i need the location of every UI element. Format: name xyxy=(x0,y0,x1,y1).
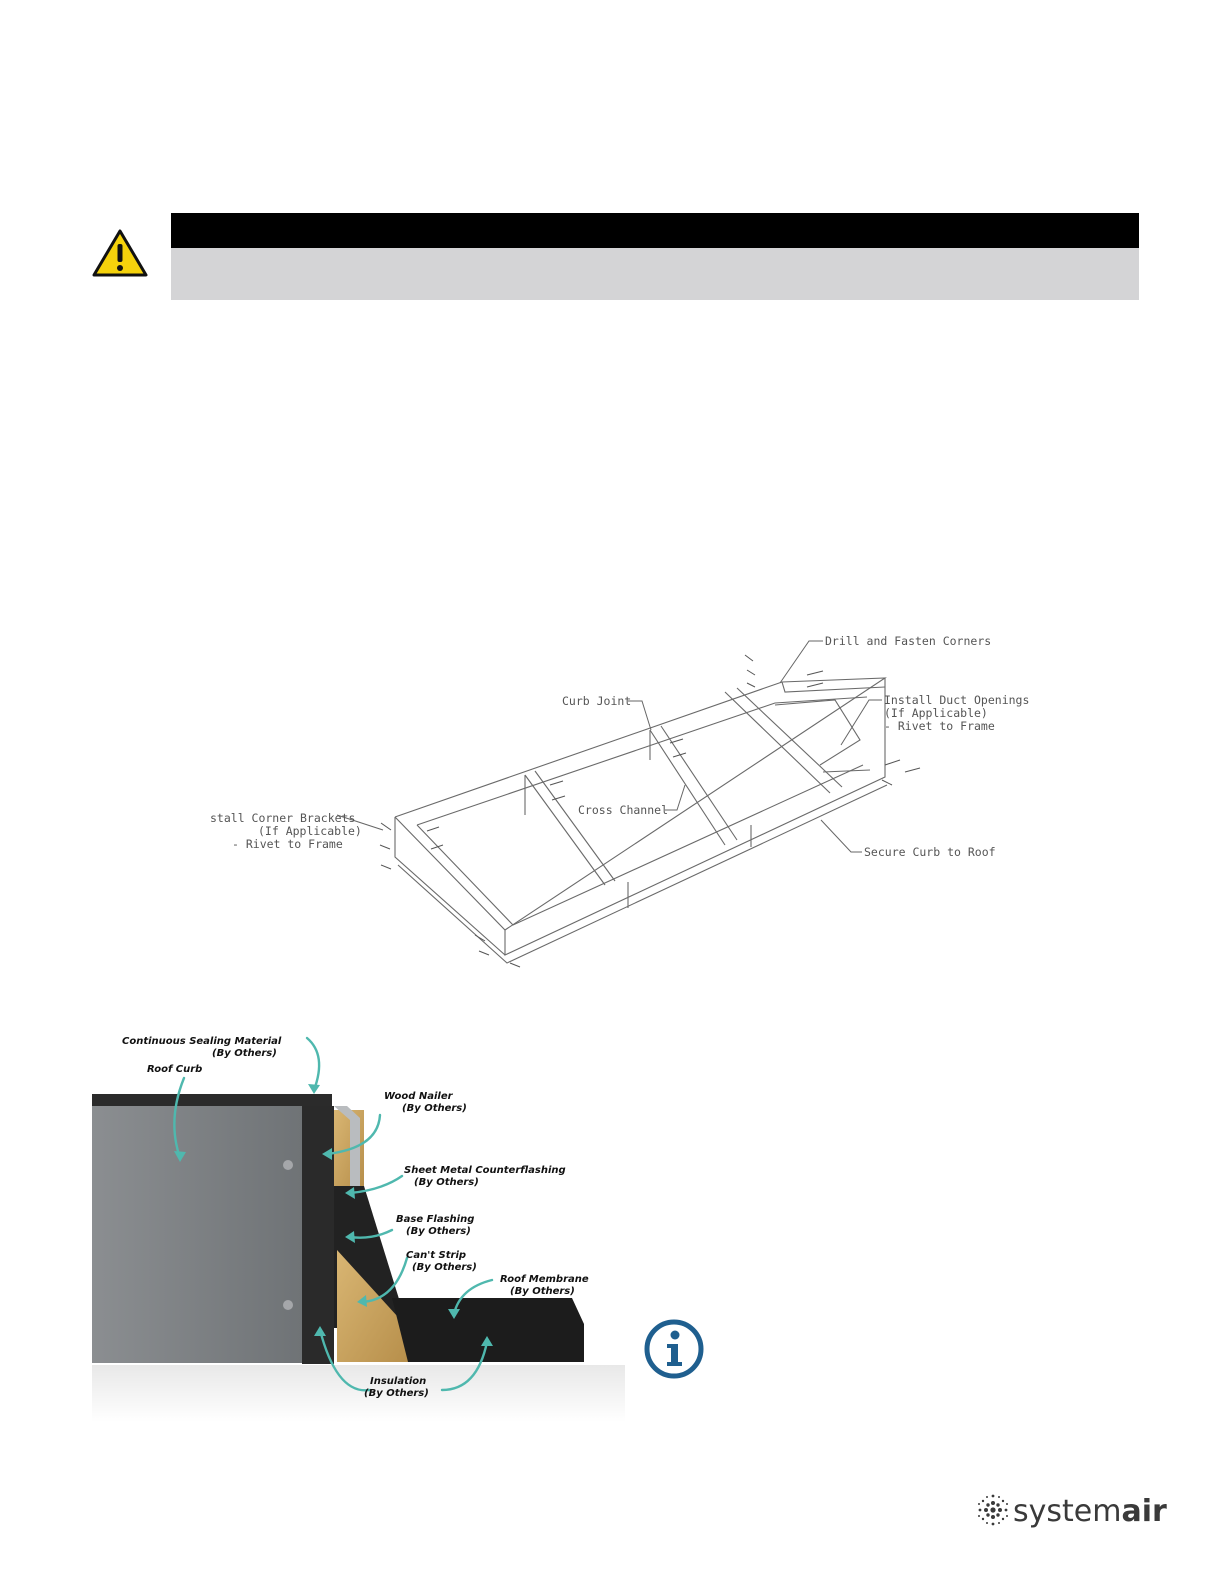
curb-frame xyxy=(395,678,887,963)
label-corner-brackets-2: (If Applicable) xyxy=(258,824,362,838)
label-secure-curb: Secure Curb to Roof xyxy=(864,845,996,859)
label-base-flashing-2: (By Others) xyxy=(406,1226,471,1237)
warning-triangle-icon xyxy=(92,228,148,278)
label-cant-strip-1: Can't Strip xyxy=(406,1250,467,1261)
warning-body xyxy=(171,248,1139,300)
logo-text xyxy=(1013,1494,1167,1529)
roof-curb-panel xyxy=(92,1098,302,1363)
label-roof-curb: Roof Curb xyxy=(147,1064,203,1075)
label-cant-strip-2: (By Others) xyxy=(412,1262,477,1273)
systemair-logo xyxy=(975,1490,1167,1530)
roof-curb-frame-diagram xyxy=(195,625,1030,975)
label-insulation-1: Insulation xyxy=(370,1376,427,1387)
logo-text-bold: air xyxy=(1121,1494,1167,1529)
logo-mark xyxy=(978,1495,1008,1526)
label-corner-brackets-3: - Rivet to Frame xyxy=(232,837,343,851)
curb-flashing-section-illustration xyxy=(92,1030,625,1422)
label-wood-nailer-1: Wood Nailer xyxy=(384,1091,453,1102)
ground-shadow xyxy=(92,1365,625,1422)
rivet xyxy=(283,1300,293,1310)
label-curb-joint: Curb Joint xyxy=(562,694,632,708)
label-duct-openings-2: (If Applicable) xyxy=(884,706,988,720)
label-roof-membrane-1: Roof Membrane xyxy=(500,1274,589,1285)
label-counterflashing-1: Sheet Metal Counterflashing xyxy=(404,1165,566,1176)
sealing-cap xyxy=(92,1094,332,1106)
logo-text-light: system xyxy=(1013,1494,1122,1529)
label-duct-openings-3: - Rivet to Frame xyxy=(884,719,995,733)
label-counterflashing-2: (By Others) xyxy=(414,1177,479,1188)
leader-lines xyxy=(337,641,882,852)
label-wood-nailer-2: (By Others) xyxy=(402,1103,467,1114)
label-base-flashing-1: Base Flashing xyxy=(396,1214,475,1225)
label-roof-membrane-2: (By Others) xyxy=(510,1286,575,1297)
label-duct-openings-1: Install Duct Openings xyxy=(884,693,1030,707)
insulation-column xyxy=(302,1106,334,1364)
label-cross-channel: Cross Channel xyxy=(578,803,669,817)
label-sealing-1: Continuous Sealing Material xyxy=(122,1036,282,1047)
info-icon xyxy=(643,1318,705,1380)
label-corner-brackets-1: stall Corner Brackets xyxy=(210,811,356,825)
warning-banner xyxy=(171,213,1139,248)
label-insulation-2: (By Others) xyxy=(364,1388,429,1399)
rivet xyxy=(283,1160,293,1170)
label-drill-fasten: Drill and Fasten Corners xyxy=(825,634,992,648)
label-sealing-2: (By Others) xyxy=(212,1048,277,1059)
diagram-labels xyxy=(210,634,1029,859)
roof-membrane xyxy=(392,1298,584,1362)
